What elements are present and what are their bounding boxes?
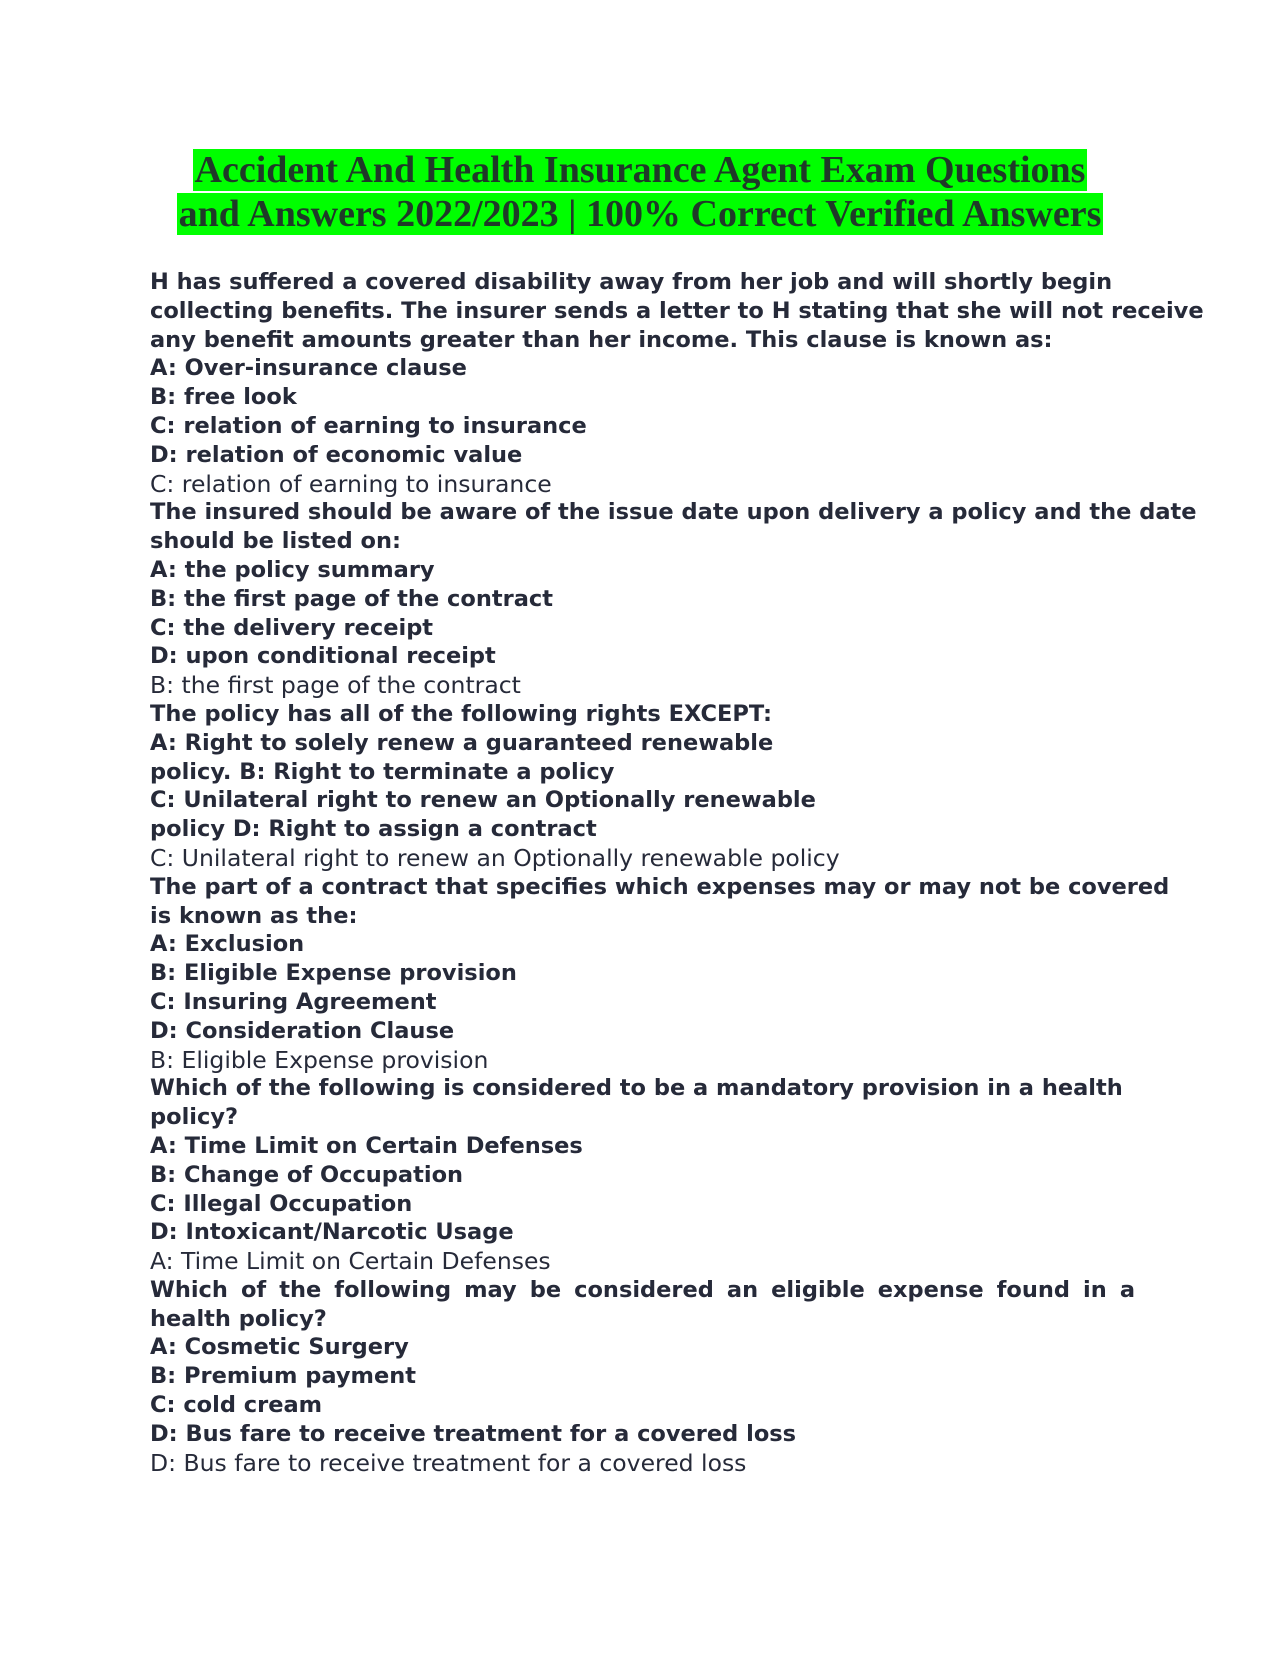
question-block: [150, 498, 1197, 700]
question-text-line: The policy has all of the following rights EXCEPT:: [150, 700, 773, 727]
answer-line: C: relation of earning to insurance: [150, 469, 552, 498]
answer-line: B: Eligible Expense provision: [150, 1045, 489, 1074]
option-c: C: the delivery receipt: [150, 614, 434, 641]
option-c: C: Insuring Agreement: [150, 988, 437, 1015]
option-c: C: Illegal Occupation: [150, 1190, 413, 1217]
question-text-line: Which of the following is considered to be a mandatory provision in a health: [150, 1075, 1123, 1102]
question-block: [150, 1276, 1135, 1478]
title-line-2: and Answers 2022/2023 | 100% Correct Verified Answers: [178, 193, 1102, 235]
question-text-line: The part of a contract that specifies which expenses may or may not be covered: [150, 873, 1170, 900]
answer-line: D: Bus fare to receive treatment for a covered loss: [150, 1448, 747, 1477]
question-block: [150, 873, 1170, 1075]
question-text-line: should be listed on:: [150, 528, 401, 555]
option-b: B: Premium payment: [150, 1363, 417, 1390]
question-text-line: The insured should be aware of the issue date upon delivery a policy and the date: [150, 499, 1197, 526]
title-line-1: Accident And Health Insurance Agent Exam Questions: [194, 149, 1086, 191]
question-block: [150, 268, 1204, 498]
question-text-line: H has suffered a covered disability away from her job and will shortly begin: [150, 269, 1113, 295]
option-b: B: free look: [150, 384, 297, 411]
option-a: A: Time Limit on Certain Defenses: [150, 1132, 583, 1159]
option-d: D: Consideration Clause: [150, 1017, 455, 1044]
option-b: B: the first page of the contract: [150, 585, 553, 612]
answer-line: C: Unilateral right to renew an Optionally renewable policy: [150, 843, 840, 872]
option-b: policy. B: Right to terminate a policy: [150, 758, 615, 785]
question-text-line: health policy?: [150, 1305, 327, 1332]
question-block: [150, 700, 1135, 873]
document-title: [150, 148, 1130, 236]
question-text-line: is known as the:: [150, 902, 358, 929]
question-text-line: any benefit amounts greater than her income. This clause is known as:: [150, 326, 1053, 353]
option-d: D: Bus fare to receive treatment for a covered loss: [150, 1420, 797, 1447]
option-d: D: upon conditional receipt: [150, 643, 496, 670]
answer-line: B: the first page of the contract: [150, 671, 521, 700]
option-a: A: Exclusion: [150, 931, 305, 958]
question-list: [150, 268, 1204, 1477]
question-text-line: policy?: [150, 1104, 239, 1131]
question-block: [150, 1074, 1135, 1276]
option-c: C: relation of earning to insurance: [150, 412, 587, 439]
option-c: C: Unilateral right to renew an Optionally renewable: [150, 787, 816, 814]
option-c: C: cold cream: [150, 1392, 323, 1419]
option-a: A: Cosmetic Surgery: [150, 1334, 409, 1361]
option-d: D: Intoxicant/Narcotic Usage: [150, 1219, 514, 1246]
option-d: D: relation of economic value: [150, 441, 523, 468]
option-a: A: Right to solely renew a guaranteed renewable: [150, 729, 774, 756]
option-b: B: Change of Occupation: [150, 1161, 464, 1188]
option-d: policy D: Right to assign a contract: [150, 816, 597, 843]
question-text-line: Which of the following may be considered an eligible expense found in a: [150, 1276, 1135, 1303]
option-a: A: the policy summary: [150, 556, 435, 583]
answer-line: A: Time Limit on Certain Defenses: [150, 1247, 551, 1276]
option-b: B: Eligible Expense provision: [150, 960, 517, 987]
option-a: A: Over-insurance clause: [150, 355, 467, 382]
question-text-line: collecting benefits. The insurer sends a letter to H stating that she will not receive: [150, 297, 1204, 324]
